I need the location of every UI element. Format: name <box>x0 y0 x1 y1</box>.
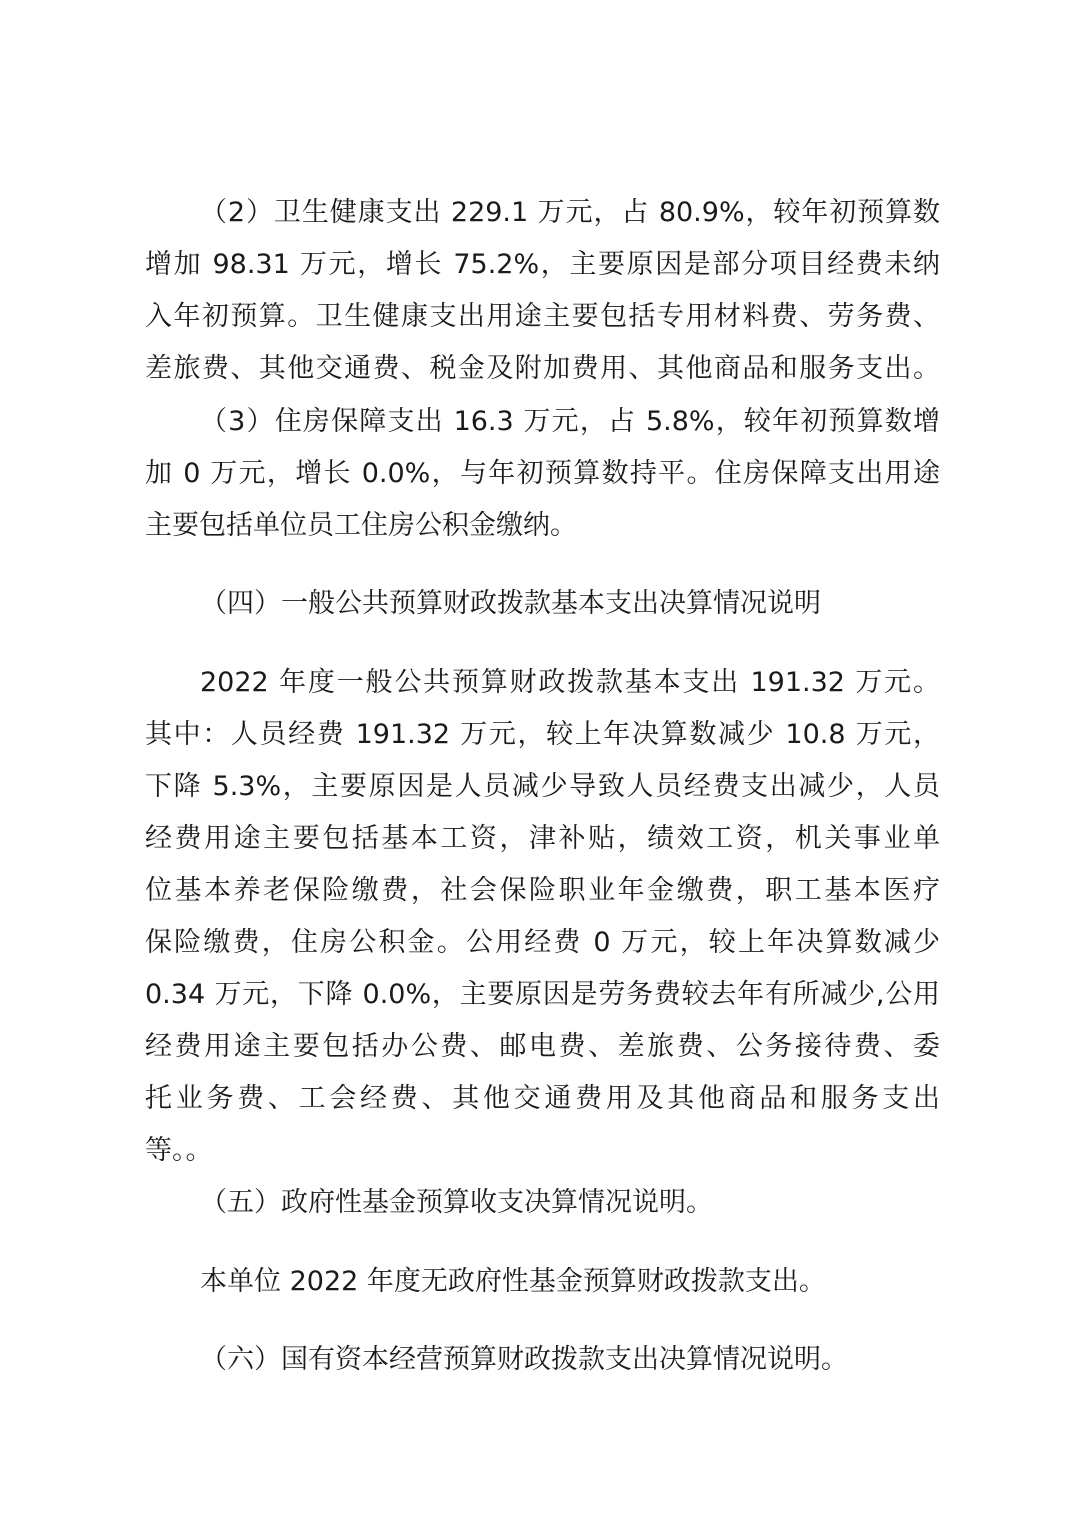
paragraph-line: 入年初预算。卫生健康支出用途主要包括专用材料费、劳务费、 <box>145 301 940 332</box>
paragraph-line: 0.34 万元，下降 0.0%，主要原因是劳务费较去年有所减少,公用 <box>145 979 940 1010</box>
paragraph-line: 加 0 万元，增长 0.0%，与年初预算数持平。住房保障支出用途 <box>145 458 940 489</box>
paragraph-line: 本单位 2022 年度无政府性基金预算财政拨款支出。 <box>200 1266 826 1297</box>
paragraph-line: 增加 98.31 万元，增长 75.2%，主要原因是部分项目经费未纳 <box>145 249 940 280</box>
paragraph-line: 差旅费、其他交通费、税金及附加费用、其他商品和服务支出。 <box>145 353 940 384</box>
section-heading-6: （六）国有资本经营预算财政拨款支出决算情况说明。 <box>200 1344 848 1375</box>
paragraph-line: （2）卫生健康支出 229.1 万元，占 80.9%，较年初预算数 <box>200 197 940 228</box>
paragraph-line: 下降 5.3%，主要原因是人员减少导致人员经费支出减少，人员 <box>145 771 940 802</box>
paragraph-line: 保险缴费，住房公积金。公用经费 0 万元，较上年决算数减少 <box>145 927 940 958</box>
paragraph-line: 位基本养老保险缴费，社会保险职业年金缴费，职工基本医疗 <box>145 875 940 906</box>
paragraph-line: 2022 年度一般公共预算财政拨款基本支出 191.32 万元。 <box>200 667 940 698</box>
paragraph-line: 经费用途主要包括基本工资，津补贴，绩效工资，机关事业单 <box>145 823 940 854</box>
paragraph-line: 托业务费、工会经费、其他交通费用及其他商品和服务支出 <box>145 1083 940 1114</box>
section-heading-4: （四）一般公共预算财政拨款基本支出决算情况说明 <box>200 588 821 619</box>
paragraph-line: 其中：人员经费 191.32 万元，较上年决算数减少 10.8 万元， <box>145 719 940 750</box>
paragraph-line: 主要包括单位员工住房公积金缴纳。 <box>145 510 577 541</box>
paragraph-line: 等。。 <box>145 1135 213 1166</box>
paragraph-line: 经费用途主要包括办公费、邮电费、差旅费、公务接待费、委 <box>145 1031 940 1062</box>
section-heading-5: （五）政府性基金预算收支决算情况说明。 <box>200 1187 713 1218</box>
paragraph-line: （3）住房保障支出 16.3 万元，占 5.8%，较年初预算数增 <box>200 406 940 437</box>
